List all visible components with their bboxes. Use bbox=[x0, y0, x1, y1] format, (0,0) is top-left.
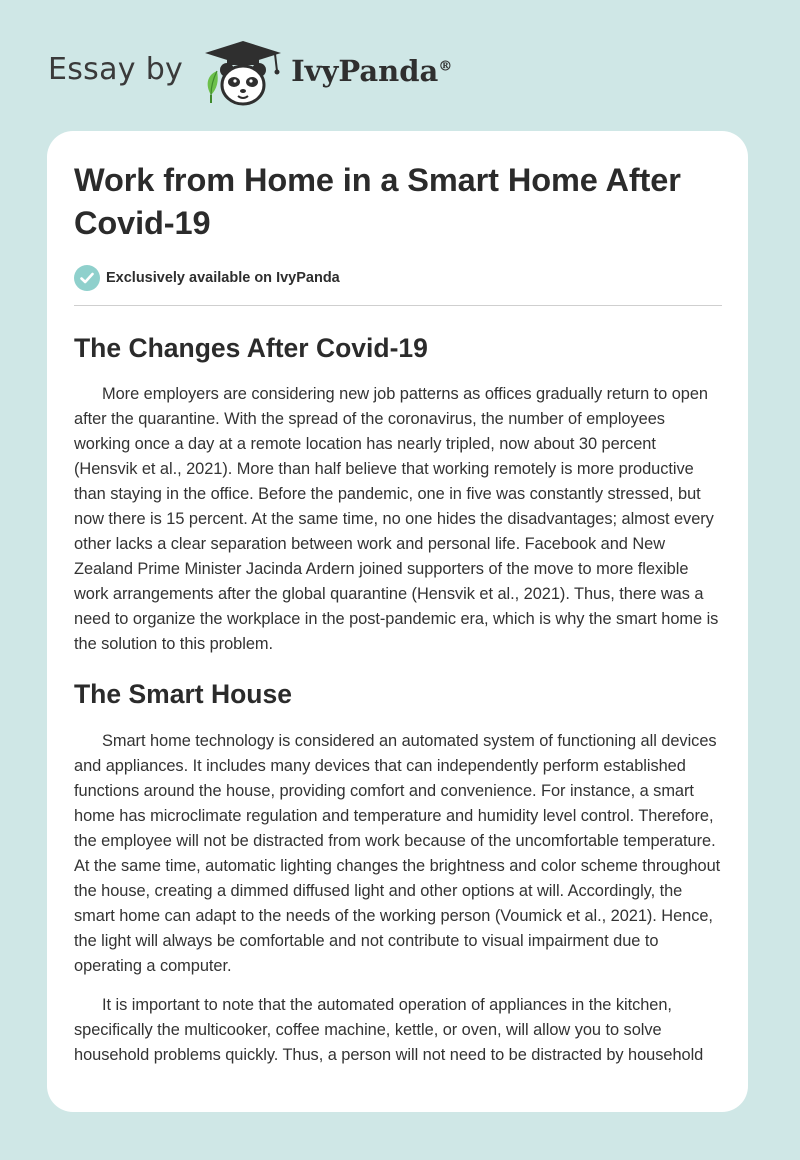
page-title: Work from Home in a Smart Home After Covid-19 bbox=[74, 162, 681, 241]
divider bbox=[74, 305, 722, 306]
panda-graduate-icon[interactable] bbox=[197, 37, 289, 109]
paragraph: It is important to note that the automated operation of appliances in the kitchen, specifically the multicooker, coffee machine, kettle, or oven, will allow you to solve household problems quickly. Thus, a person will not need to be distracted by household bbox=[74, 996, 704, 1064]
paragraph: Smart home technology is considered an automated system of functioning all devices and appliances. It includes many devices that can independently perform established functions around the house, providing comfort and convenience. For instance, a smart home has microclimate regulation and temperature and humidity level control. Therefore, the employee will not be distracted from work because of the uncomfortable temperature. At the same time, automatic lighting changes the brightness and color scheme throughout the house, creating a dimmed diffused light and other options at will. Accordingly, the smart home can adapt to the needs of the working person (Voumick et al., 2021). Hence, the light will always be comfortable and not contribute to visual impairment due to operating a computer. bbox=[74, 732, 721, 975]
article-content bbox=[74, 159, 722, 1068]
site-header bbox=[48, 38, 452, 108]
article-card bbox=[47, 131, 748, 1112]
section-heading-smart-house: The Smart House bbox=[74, 679, 292, 709]
exclusive-badge bbox=[74, 264, 722, 292]
badge-text: Exclusively available on IvyPanda bbox=[106, 270, 340, 286]
brand-name[interactable]: IvyPanda® bbox=[291, 54, 453, 88]
check-icon bbox=[74, 265, 100, 291]
section-heading-changes: The Changes After Covid-19 bbox=[74, 333, 428, 363]
essay-by-label: Essay by bbox=[48, 51, 184, 87]
registered-mark: ® bbox=[438, 58, 453, 75]
paragraph: More employers are considering new job patterns as offices gradually return to open after the quarantine. With the spread of the coronavirus, the number of employees working once a day at a remote location has nearly tripled, now about 30 percent (Hensvik et al., 2021). More than half believe that working remotely is more productive than staying in the office. Before the pandemic, one in five was constantly stressed, but now there is 15 percent. At the same time, no one hides the disadvantages; almost every other lacks a clear separation between work and personal life. Facebook and New Zealand Prime Minister Jacinda Ardern joined supporters of the move to more flexible work arrangements after the global quarantine (Hensvik et al., 2021). Thus, there was a need to organize the workplace in the post-pandemic era, which is why the smart home is the solution to this problem. bbox=[74, 385, 719, 653]
